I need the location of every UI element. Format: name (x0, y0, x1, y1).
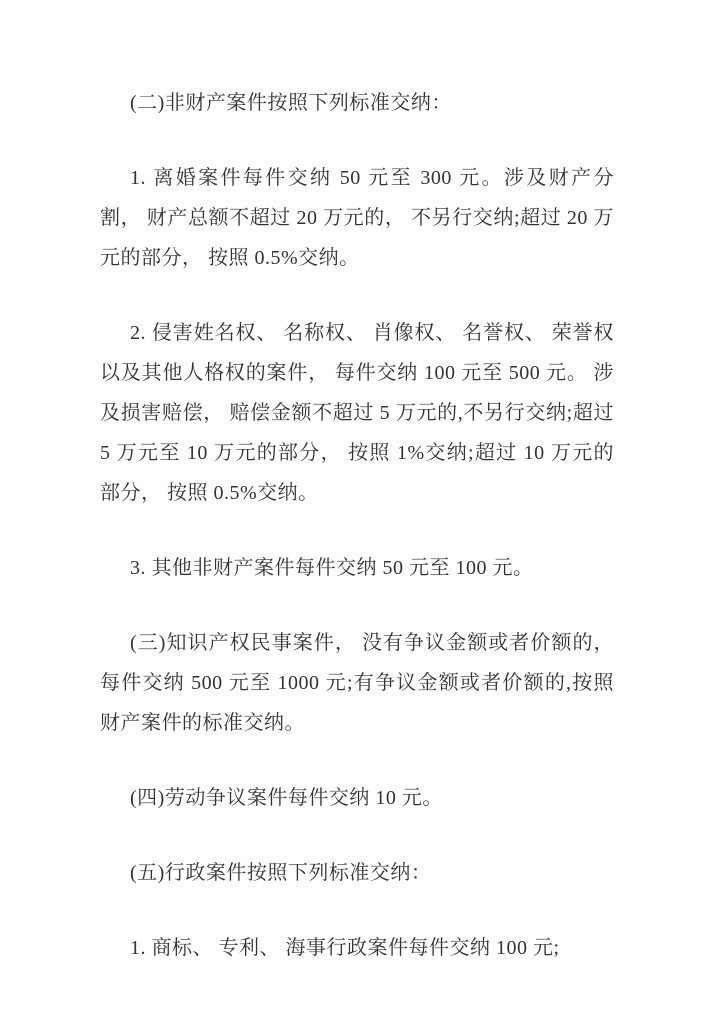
paragraph-personality-rights-fee: 2. 侵害姓名权、 名称权、 肖像权、 名誉权、 荣誉权以及其他人格权的案件， 每件交纳 100 元至 500 元。 涉及损害赔偿， 赔偿金额不超过 5 万元的,不另行交纳;超过 5 万元至 10 万元的部分， 按照 1%交纳;超过 10 万元的部分， 按照 0.5%交纳。 (100, 322, 614, 504)
paragraph-section-4-labor-dispute: (四)劳动争议案件每件交纳 10 元。 (130, 787, 443, 809)
paragraph-other-nonproperty-fee: 3. 其他非财产案件每件交纳 50 元至 100 元。 (130, 557, 534, 579)
paragraph-section-2-heading: (二)非财产案件按照下列标准交纳： (130, 92, 452, 114)
paragraph-divorce-fee: 1. 离婚案件每件交纳 50 元至 300 元。涉及财产分割， 财产总额不超过 20 万元的， 不另行交纳;超过 20 万元的部分， 按照 0.5%交纳。 (100, 167, 614, 269)
paragraph-section-3-ip-cases: (三)知识产权民事案件， 没有争议金额或者价额的， 每件交纳 500 元至 1000 元;有争议金额或者价额的,按照财产案件的标准交纳。 (100, 632, 614, 734)
paragraph-trademark-patent-maritime-fee: 1. 商标、 专利、 海事行政案件每件交纳 100 元; (130, 937, 560, 959)
paragraph-section-5-heading: (五)行政案件按照下列标准交纳： (130, 862, 432, 884)
